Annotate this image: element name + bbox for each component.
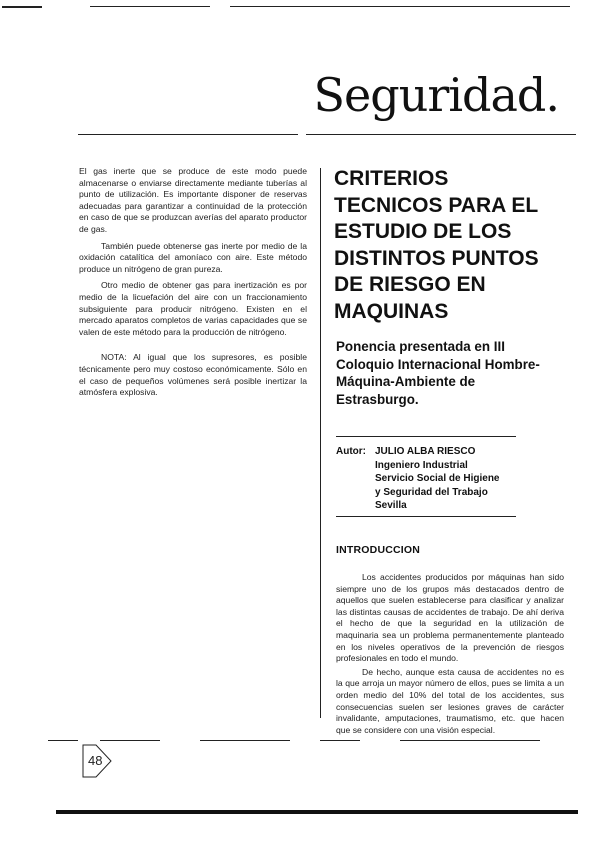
intro-heading: INTRODUCCION	[336, 544, 421, 556]
title-line: CRITERIOS	[334, 167, 449, 190]
author-detail: Ingeniero Industrial	[375, 459, 468, 471]
intro-paragraph: De hecho, aunque esta causa de accidentes no es la que arroja un mayor número de ellos, pues se limita a un orden medio del 10% del total de los accidentes, sus consecuencias suelen ser lesiones graves de carácter invalidante, amputaciones, traumatismo, etc. que hacen que se considere con una visión especial.	[336, 666, 564, 735]
section-title: Seguridad.	[313, 68, 559, 122]
title-line: DISTINTOS PUNTOS	[334, 246, 539, 270]
author-detail: Servicio Social de Higiene	[375, 473, 500, 485]
bottom-rule-3	[200, 740, 290, 741]
note-paragraph: NOTA: Al igual que los supresores, es posible técnicamente pero muy costoso económicamente. Sólo en el caso de pequeños volúmenes será posible inertizar la atmósfera explosiva.	[79, 352, 307, 398]
column-divider	[320, 168, 321, 718]
bottom-rule-2	[100, 740, 160, 741]
bottom-rule-1	[48, 740, 78, 741]
left-paragraph: El gas inerte que se produce de este modo puede almacenarse o enviarse directamente mediante tuberías al punto de utilización. Es importante disponer de reservas adecuadas para garantizar a continuidad de la protección en caso de que se produzcan averías del aparato productor de gas.	[79, 166, 307, 234]
title-line: MAQUINAS	[334, 299, 449, 323]
article-title	[334, 166, 564, 325]
bottom-rule-4	[320, 740, 360, 741]
header-rule-left	[78, 134, 298, 135]
page-number: 48	[88, 753, 103, 768]
left-paragraph: También puede obtenerse gas inerte por medio de la oxidación catalítica del amoníaco con aire. Este método produce un nitrógeno de gran pureza.	[79, 240, 307, 274]
author-name: JULIO ALBA RIESCO	[375, 446, 476, 457]
subtitle-line: Estrasburgo.	[336, 391, 419, 407]
author-detail: Sevilla	[375, 500, 407, 512]
header-rule-right	[306, 134, 576, 135]
intro-paragraph: Los accidentes producidos por máquinas han sido siempre uno de los grupos más destacados dentro de aquellos que suelen establecerse para clasificar y analizar las distintas causas de accidentes de trabajo. De ahí deriva el hecho de que la seguridad en la utilización de maquinaria sea un problema permanentemente planteado en los niveles operativos de la prevención de riesgos profesionales en todo el mundo.	[336, 572, 564, 664]
top-rule-mid	[90, 6, 210, 7]
title-line: DE RIESGO EN	[334, 273, 486, 296]
subtitle-line: Coloquio Internacional Hombre-	[336, 356, 540, 372]
author-detail: y Seguridad del Trabajo	[375, 486, 488, 498]
intro-text	[336, 572, 564, 738]
left-paragraph: Otro medio de obtener gas para inertización es por medio de la licuefación del aire con un fraccionamiento subsiguiente para producir nitrógeno. Existen en el mercado aparatos completos de varias capacidades que se valen de este método para la producción de nitrógeno.	[79, 280, 307, 337]
left-column-text	[79, 166, 307, 404]
title-line: TECNICOS PARA EL	[334, 193, 539, 217]
byline-rule-bottom	[336, 516, 516, 517]
top-rule-right	[230, 6, 570, 7]
byline-rule-top	[336, 436, 516, 437]
subtitle-line: Ponencia presentada en III	[336, 339, 505, 354]
bottom-rule-5	[400, 740, 540, 741]
footer-bar	[56, 810, 578, 814]
subtitle-line: Máquina-Ambiente de	[336, 374, 476, 390]
top-rule-left	[2, 6, 42, 8]
article-subtitle	[336, 338, 566, 408]
title-line: ESTUDIO DE LOS	[334, 220, 512, 243]
author-label: Autor:	[336, 446, 366, 457]
